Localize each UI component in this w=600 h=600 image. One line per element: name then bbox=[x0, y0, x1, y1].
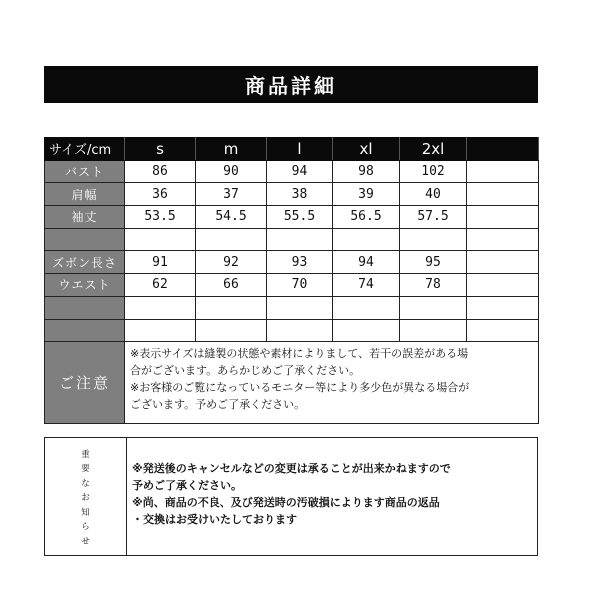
table-cell: 86 bbox=[125, 160, 196, 183]
row-label bbox=[45, 296, 125, 319]
table-cell: 94 bbox=[333, 251, 400, 274]
notice-side-char: お bbox=[81, 493, 90, 504]
table-cell bbox=[125, 296, 196, 319]
row-label: 肩幅 bbox=[45, 183, 125, 206]
table-cell bbox=[196, 228, 267, 251]
caution-text bbox=[125, 342, 539, 424]
table-cell bbox=[267, 228, 333, 251]
table-cell bbox=[196, 296, 267, 319]
row-label: バスト bbox=[45, 160, 125, 183]
table-cell bbox=[467, 228, 539, 251]
table-cell: 91 bbox=[125, 251, 196, 274]
table-row bbox=[45, 160, 539, 183]
table-cell: 102 bbox=[400, 160, 467, 183]
row-label: ウエスト bbox=[45, 274, 125, 297]
size-header-row bbox=[45, 138, 539, 161]
table-row bbox=[45, 251, 539, 274]
table-cell: 40 bbox=[400, 183, 467, 206]
title-bar bbox=[44, 66, 538, 103]
notice-side-char: な bbox=[81, 478, 90, 489]
table-cell bbox=[125, 228, 196, 251]
notice-side-char: せ bbox=[81, 536, 90, 547]
table-cell: 93 bbox=[267, 251, 333, 274]
table-cell: 78 bbox=[400, 274, 467, 297]
table-cell: 55.5 bbox=[267, 206, 333, 229]
table-row bbox=[45, 228, 539, 251]
caution-label: ご注意 bbox=[45, 342, 125, 424]
table-cell bbox=[125, 319, 196, 342]
table-cell: 36 bbox=[125, 183, 196, 206]
size-header-cell: s bbox=[125, 138, 196, 161]
table-cell: 56.5 bbox=[333, 206, 400, 229]
table-cell bbox=[267, 296, 333, 319]
table-row bbox=[45, 206, 539, 229]
table-cell: 39 bbox=[333, 183, 400, 206]
table-cell bbox=[400, 228, 467, 251]
table-cell: 95 bbox=[400, 251, 467, 274]
row-label bbox=[45, 228, 125, 251]
notice-line: ・交換はお受けいたしております bbox=[132, 513, 297, 526]
table-cell: 38 bbox=[267, 183, 333, 206]
table-cell bbox=[467, 206, 539, 229]
table-cell: 54.5 bbox=[196, 206, 267, 229]
notice-side-char: ら bbox=[81, 522, 90, 533]
table-cell: 62 bbox=[125, 274, 196, 297]
notice-line: ※尚、商品の不良、及び発送時の汚破損によります商品の返品 bbox=[132, 496, 440, 509]
page-title: 商品詳細 bbox=[245, 74, 337, 98]
table-row bbox=[45, 319, 539, 342]
table-cell bbox=[467, 274, 539, 297]
table-row bbox=[45, 274, 539, 297]
table-cell bbox=[467, 183, 539, 206]
table-cell bbox=[467, 296, 539, 319]
table-cell bbox=[333, 319, 400, 342]
table-cell bbox=[467, 160, 539, 183]
caution-line: 合がございます。あらかじめご了承ください。 bbox=[130, 364, 361, 378]
table-cell bbox=[467, 251, 539, 274]
notice-side-label bbox=[45, 438, 127, 555]
table-cell bbox=[267, 319, 333, 342]
size-header-cell: xl bbox=[333, 138, 400, 161]
table-cell: 37 bbox=[196, 183, 267, 206]
size-header-cell: 2xl bbox=[400, 138, 467, 161]
caution-line: ※お客様のご覧になっているモニター等により多少色が異なる場合が bbox=[130, 381, 470, 395]
table-cell bbox=[467, 319, 539, 342]
table-cell: 94 bbox=[267, 160, 333, 183]
size-header-cell: l bbox=[267, 138, 333, 161]
important-notice bbox=[44, 437, 538, 556]
table-cell bbox=[333, 296, 400, 319]
table-cell bbox=[400, 296, 467, 319]
table-cell bbox=[400, 319, 467, 342]
table-cell: 53.5 bbox=[125, 206, 196, 229]
caution-line: ございます。予めご了承ください。 bbox=[130, 398, 306, 412]
notice-body bbox=[127, 438, 537, 555]
notice-line: ※発送後のキャンセルなどの変更は承ることが出来かねますので bbox=[132, 462, 451, 475]
size-header-label: サイズ/cm bbox=[45, 138, 125, 161]
table-cell: 74 bbox=[333, 274, 400, 297]
caution-row bbox=[45, 342, 539, 424]
size-header-cell bbox=[467, 138, 539, 161]
notice-side-char: 重 bbox=[81, 449, 90, 460]
table-cell bbox=[196, 319, 267, 342]
table-cell: 90 bbox=[196, 160, 267, 183]
table-cell: 92 bbox=[196, 251, 267, 274]
notice-line: 予めご了承ください。 bbox=[132, 479, 242, 492]
table-cell bbox=[333, 228, 400, 251]
table-cell: 98 bbox=[333, 160, 400, 183]
table-cell: 57.5 bbox=[400, 206, 467, 229]
size-header-cell: m bbox=[196, 138, 267, 161]
notice-side-char: 要 bbox=[81, 464, 90, 475]
table-row bbox=[45, 183, 539, 206]
table-cell: 70 bbox=[267, 274, 333, 297]
row-label: 袖丈 bbox=[45, 206, 125, 229]
size-table bbox=[44, 137, 539, 424]
row-label: ズボン長さ bbox=[45, 251, 125, 274]
table-row bbox=[45, 296, 539, 319]
caution-line: ※表示サイズは縫製の状態や素材によりまして、若干の誤差がある場 bbox=[130, 347, 469, 361]
row-label bbox=[45, 319, 125, 342]
table-cell: 66 bbox=[196, 274, 267, 297]
notice-side-char: 知 bbox=[81, 507, 90, 518]
